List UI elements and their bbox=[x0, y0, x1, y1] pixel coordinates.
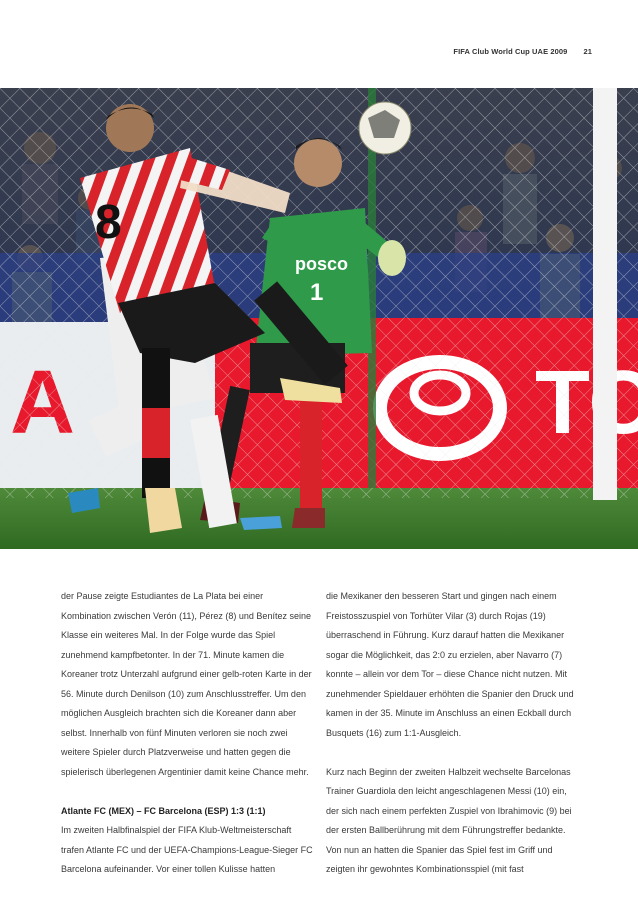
striker-number: 8 bbox=[95, 196, 122, 249]
match-subheading: Atlante FC (MEX) – FC Barcelona (ESP) 1:3 (1:1) bbox=[61, 805, 266, 816]
page-number: 21 bbox=[583, 47, 592, 56]
right-paragraph-1: die Mexikaner den besseren Start und gingen nach einem Freistosszuspiel von Torhüter Vilar (3) durch Rojas (19) überraschend in Führung. Kurz darauf hatten die Mexikaner sogar die Möglichkeit, das 2:0 zu erzielen, aber Navarro (7) konnte – allein vor dem Tor – diese Chance nicht nutzen. Mit zunehmender Spieldauer erhöhten die Spanier den Druck und kamen in der 35. Minute im Anschluss an einen Eckball durch Busquets (16) zum 1:1-Ausgleich. bbox=[326, 591, 574, 738]
right-paragraph-2: Kurz nach Beginn der zweiten Halbzeit wechselte Barcelonas Trainer Guardiola den leicht angeschlagenen Messi (10) ein, der sich nach einem perfekten Zuspiel von Ibrahimovic (9) bei der ersten Ballberührung mit dem Führungstreffer bedankte. Von nun an hatten die Spanier das Spiel fest im Griff und zeigten ihr gewohntes Kombinationsspiel (mit fast bbox=[326, 766, 572, 874]
keeper-number: 1 bbox=[310, 279, 324, 306]
goal-post bbox=[593, 88, 617, 500]
keeper-sponsor: posco bbox=[295, 254, 349, 274]
football bbox=[359, 102, 411, 154]
publication-title: FIFA Club World Cup UAE 2009 bbox=[453, 47, 568, 56]
match-photo bbox=[0, 88, 638, 549]
right-text-column bbox=[326, 587, 578, 880]
left-paragraph-1: der Pause zeigte Estudiantes de La Plata bei einer Kombination zwischen Verón (11), Pérez (8) und Benítez seine Klasse ein weiteres Mal. In der Folge wurde das Spiel zunehmend kampfbetonter. In der 71. Minute kamen die Koreaner trotz Unterzahl aufgrund einer gelb-roten Karte in der 56. Minute durch Denilson (10) zum Anschlusstreffer. Um den möglichen Ausgleich brachten sich die Koreaner dann aber selbst. Innerhalb von fünf Minuten verloren sie noch zwei weitere Spieler durch Platzverweise und hatten gegen die spielerisch überlegenen Argentinier damit keine Chance mehr. bbox=[61, 591, 312, 777]
left-paragraph-2: Im zweiten Halbfinalspiel der FIFA Klub-Weltmeisterschaft trafen Atlante FC und der UEFA-Champions-League-Sieger FC Barcelona aufeinander. Vor einer tollen Kulisse hatten bbox=[61, 825, 313, 874]
running-header bbox=[453, 47, 592, 56]
left-text-column bbox=[61, 587, 313, 880]
